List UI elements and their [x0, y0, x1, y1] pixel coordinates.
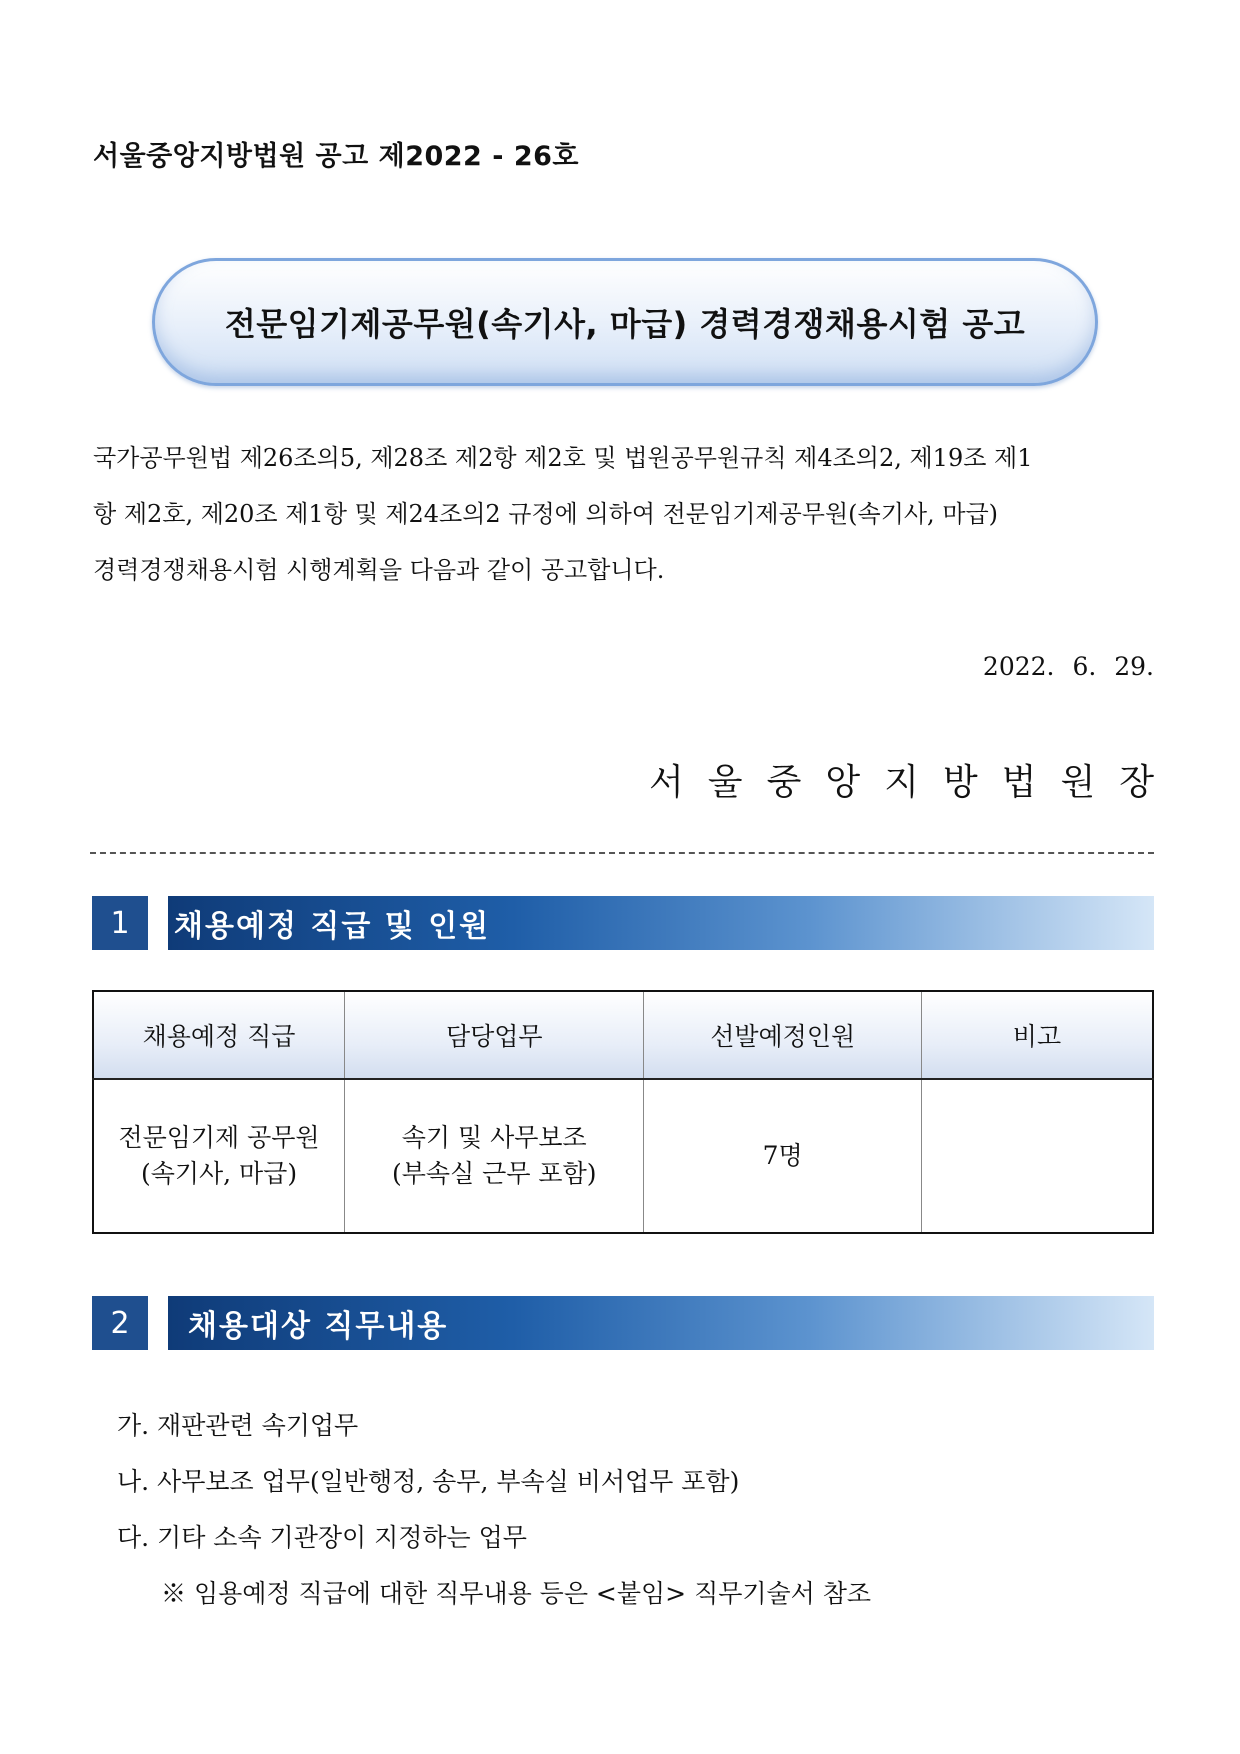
section-title-bar — [168, 1296, 1154, 1350]
notice-number: 서울중앙지방법원 공고 제2022 - 26호 — [93, 141, 580, 172]
column-header: 채용예정 직급 — [93, 991, 345, 1079]
section-1-heading — [92, 896, 1154, 950]
notice-date: 2022. 6. 29. — [982, 652, 1154, 681]
section-2-heading — [92, 1296, 1154, 1350]
reference-note: ※ 임용예정 직급에 대한 직무내용 등은 <붙임> 직무기술서 참조 — [161, 1579, 872, 1608]
title-banner — [152, 258, 1098, 386]
column-header: 담당업무 — [345, 991, 644, 1079]
list-item: 다. 기타 소속 기관장이 지정하는 업무 — [117, 1523, 527, 1552]
position-grade: (속기사, 마급) — [140, 1159, 298, 1188]
document-title: 전문임기제공무원(속기사, 마급) 경력경쟁채용시험 공고 — [224, 305, 1026, 343]
intro-line: 경력경쟁채용시험 시행계획을 다음과 같이 공고합니다. — [93, 556, 665, 584]
remarks-cell — [921, 1079, 1153, 1233]
list-item: 가. 재판관련 속기업무 — [117, 1411, 359, 1440]
intro-paragraph — [93, 430, 1153, 598]
section-number: 1 — [92, 896, 148, 950]
duty-main: 속기 및 사무보조 — [401, 1123, 587, 1152]
table-row — [93, 1079, 1153, 1233]
section-title: 채용예정 직급 및 인원 — [174, 909, 491, 944]
recruitment-table — [92, 990, 1154, 1234]
column-header: 비고 — [921, 991, 1153, 1079]
duty-list — [117, 1398, 871, 1622]
position-name: 전문임기제 공무원 — [118, 1123, 320, 1152]
intro-line: 항 제2호, 제20조 제1항 및 제24조의2 규정에 의하여 전문임기제공무원(속기사, 마급) — [93, 500, 999, 528]
issuer: 서울중앙지방법원장 — [649, 762, 1178, 803]
position-cell — [93, 1079, 345, 1233]
duty-cell — [345, 1079, 644, 1233]
list-item: 나. 사무보조 업무(일반행정, 송무, 부속실 비서업무 포함) — [117, 1467, 740, 1496]
dashed-separator — [90, 852, 1154, 854]
duty-detail: (부속실 근무 포함) — [392, 1159, 597, 1188]
count-cell: 7명 — [644, 1079, 921, 1233]
section-title-bar — [168, 896, 1154, 950]
section-number: 2 — [92, 1296, 148, 1350]
intro-line: 국가공무원법 제26조의5, 제28조 제2항 제2호 및 법원공무원규칙 제4조의2, 제19조 제1 — [93, 444, 1033, 472]
column-header: 선발예정인원 — [644, 991, 921, 1079]
table-header-row — [93, 991, 1153, 1079]
section-title: 채용대상 직무내용 — [188, 1309, 449, 1344]
